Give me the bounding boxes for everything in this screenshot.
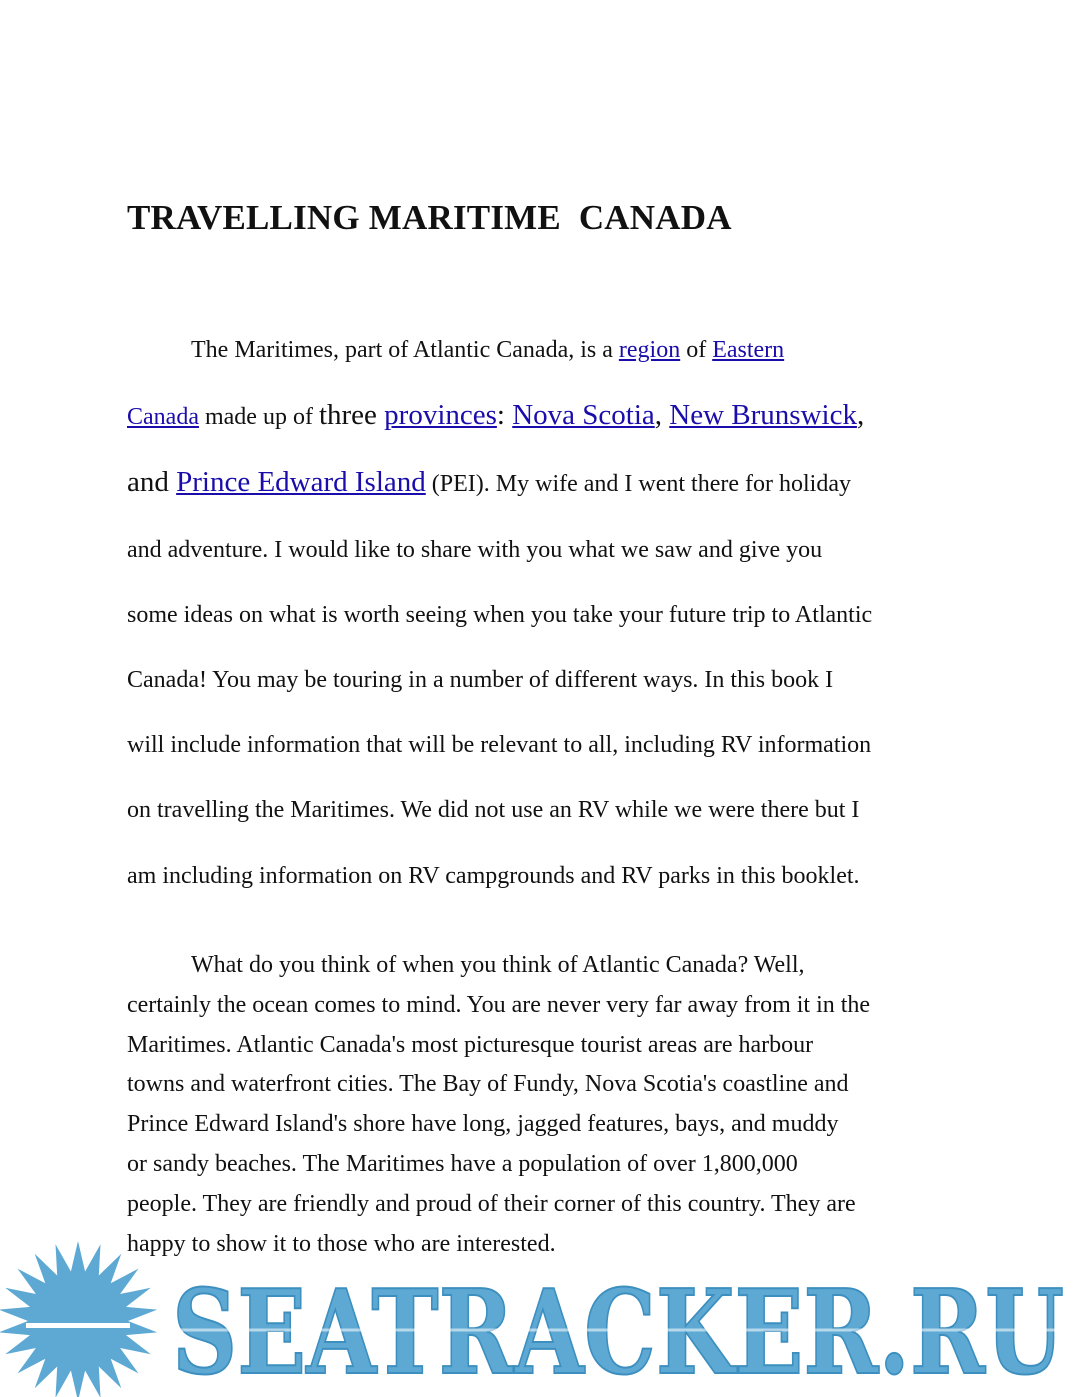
text-run: , <box>654 399 670 432</box>
text-run: (PEI). My wife and I went there for holiday <box>425 471 851 498</box>
nova-scotia-link[interactable]: Nova Scotia <box>512 399 655 432</box>
eastern-canada-link[interactable]: Eastern <box>712 337 785 363</box>
new-brunswick-link[interactable]: New Brunswick <box>669 399 857 432</box>
paragraph-line: Prince Edward Island's shore have long, jagged features, bays, and muddy <box>127 1111 839 1138</box>
paragraph-line <box>127 946 957 986</box>
paragraph-line: on travelling the Maritimes. We did not use an RV while we were there but I <box>127 797 860 824</box>
eastern-canada-link-cont[interactable]: Canada <box>127 404 199 431</box>
paragraph-line <box>127 383 957 450</box>
paragraph-line: Canada! You may be touring in a number of different ways. In this book I <box>127 667 834 694</box>
text-run: The Maritimes, part of Atlantic Canada, is a <box>191 337 619 363</box>
paragraph-line: Maritimes. Atlantic Canada's most picturesque tourist areas are harbour <box>127 1031 814 1058</box>
paragraph-line: some ideas on what is worth seeing when you take your future trip to Atlantic <box>127 601 873 628</box>
prince-edward-island-link[interactable]: Prince Edward Island <box>176 466 426 499</box>
sun-logo-icon <box>0 1241 157 1397</box>
text-run: , <box>856 399 865 432</box>
paragraph-line <box>127 318 957 383</box>
text-run: of <box>680 337 713 363</box>
paragraph-line: people. They are friendly and proud of their corner of this country. They are <box>127 1190 856 1217</box>
atlantic-paragraph <box>127 946 957 1264</box>
region-link[interactable]: region <box>618 337 681 363</box>
paragraph-line: towns and waterfront cities. The Bay of Fundy, Nova Scotia's coastline and <box>127 1071 849 1098</box>
text-run: made up of <box>198 404 319 431</box>
text-run: What do you think of when you think of Atlantic Canada? Well, <box>191 952 805 978</box>
paragraph-line: and adventure. I would like to share with you what we saw and give you <box>127 536 823 563</box>
text-run: and <box>127 466 169 499</box>
text-run: : <box>496 399 513 432</box>
paragraph-line: am including information on RV campgrounds and RV parks in this booklet. <box>127 862 860 889</box>
paragraph-line: certainly the ocean comes to mind. You are never very far away from it in the <box>127 991 871 1018</box>
paragraph-line: or sandy beaches. The Maritimes have a population of over 1,800,000 <box>127 1150 798 1177</box>
watermark <box>0 1235 1080 1397</box>
text-run: three <box>318 399 377 432</box>
paragraph-line: will include information that will be relevant to all, including RV information <box>127 732 872 759</box>
intro-paragraph <box>127 318 957 909</box>
page-title: TRAVELLING MARITIME CANADA <box>127 198 732 237</box>
paragraph-line: happy to show it to those who are interested. <box>127 1230 556 1257</box>
provinces-link[interactable]: provinces <box>384 399 497 432</box>
paragraph-line <box>127 450 957 517</box>
watermark-text: SEATRACKER.RU <box>172 1265 1064 1397</box>
